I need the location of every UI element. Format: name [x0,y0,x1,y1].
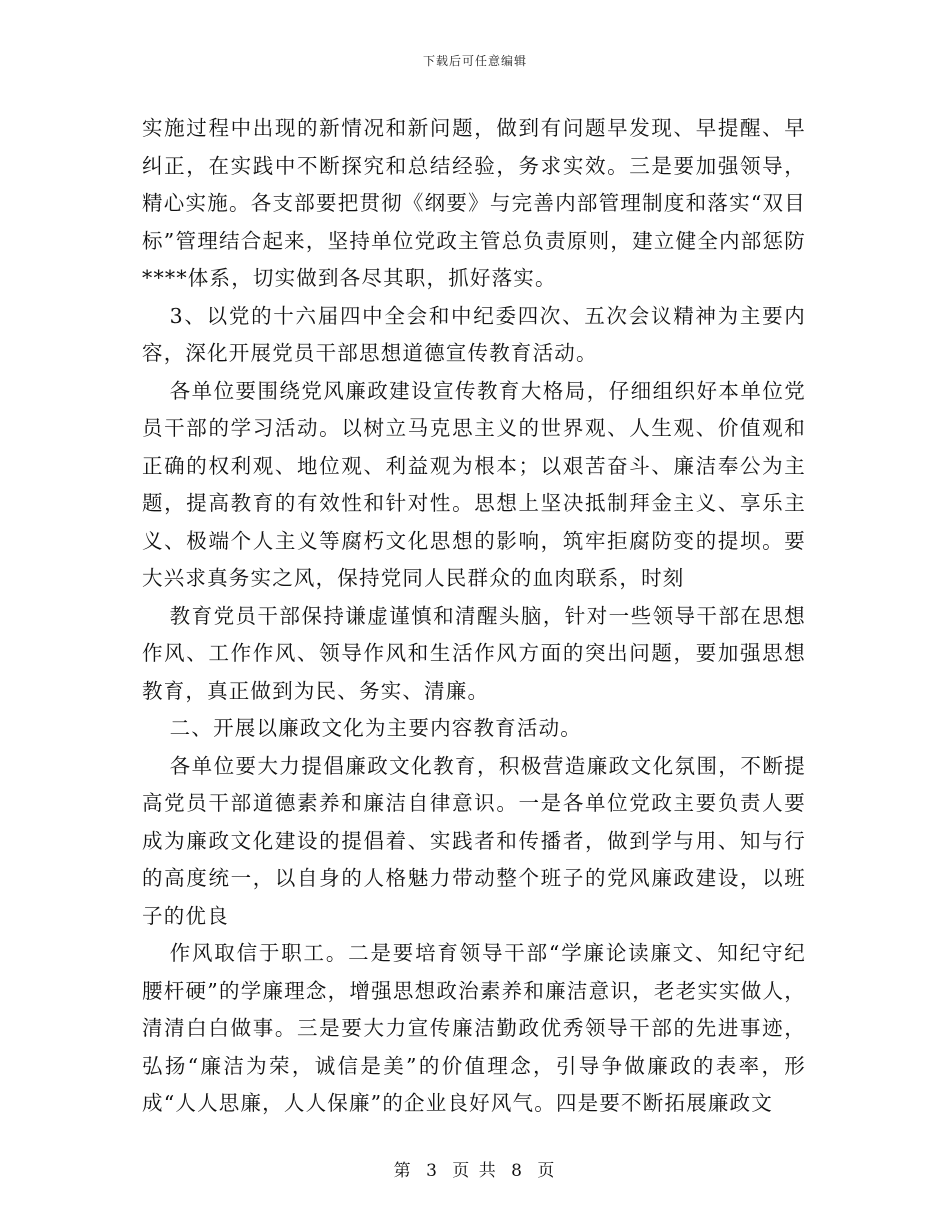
footer-total-pages: 8 [511,1161,524,1181]
page-footer [0,1156,950,1181]
paragraph-3: 各单位要围绕党风廉政建设宣传教育大格局，仔细组织好本单位党员干部的学习活动。以树立马克思主义的世界观、人生观、价值观和正确的权利观、地位观、利益观为根本；以艰苦奋斗、廉洁奉公为主题，提高教育的有效性和针对性。思想上坚决抵制拜金主义、享乐主义、极端个人主义等腐朽文化思想的影响，筑牢拒腐防变的提坝。要大兴求真务实之风，保持党同人民群众的血肉联系，时刻 [142,378,806,590]
document-body [142,110,806,1123]
footer-page-number: 3 [426,1161,439,1181]
paragraph-6: 作风取信于职工。二是要培育领导干部“学廉论读廉文、知纪守纪腰杆硬”的学廉理念，增强思想政治素养和廉洁意识，老老实实做人，清清白白做事。三是要大力宣传廉洁勤政优秀领导干部的先进事迹，弘扬“廉洁为荣，诚信是美”的价值理念，引导争做廉政的表率，形成“人人思廉，人人保廉”的企业良好风气。四是要不断拓展廉政文 [142,941,806,1115]
section-heading: 二、开展以廉政文化为主要内容教育活动。 [169,716,582,740]
page-header: 下载后可任意编辑 [422,54,527,68]
footer-prefix: 第 [393,1161,413,1181]
paragraph-4: 教育党员干部保持谦虚谨慎和清醒头脑，针对一些领导干部在思想作风、工作作风、领导作风和生活作风方面的突出问题，要加强思想教育，真正做到为民、务实、清廉。 [142,603,806,703]
footer-middle: 页 共 [452,1161,498,1181]
paragraph-1: 实施过程中出现的新情况和新问题，做到有问题早发现、早提醒、早纠正，在实践中不断探究和总结经验，务求实效。三是要加强领导，精心实施。各支部要把贯彻《纲要》与完善内部管理制度和落实“双目标”管理结合起来，坚持单位党政主管总负责原则，建立健全内部惩防****体系，切实做到各尽其职，抓好落实。 [142,116,806,290]
footer-suffix: 页 [537,1161,557,1181]
paragraph-2: 3、以党的十六届四中全会和中纪委四次、五次会议精神为主要内容，深化开展党员干部思想道德宣传教育活动。 [142,303,806,365]
paragraph-5: 各单位要大力提倡廉政文化教育，积极营造廉政文化氛围，不断提高党员干部道德素养和廉洁自律意识。一是各单位党政主要负责人要成为廉政文化建设的提倡着、实践者和传播者，做到学与用、知与行的高度统一，以自身的人格魅力带动整个班子的党风廉政建设，以班子的优良 [142,753,806,928]
